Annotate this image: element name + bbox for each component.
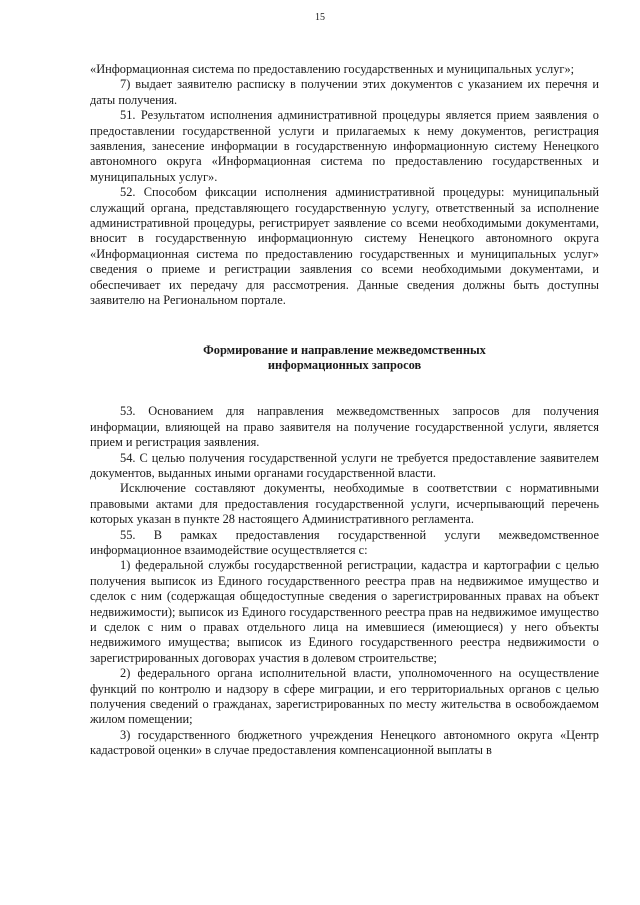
paragraph-item-7: 7) выдает заявителю расписку в получении этих документов с указанием их перечня и даты получения. xyxy=(90,77,599,107)
paragraph-55-item-1: 1) федеральной службы государственной регистрации, кадастра и картографии с целью получения выписок из Единого государственного реестра прав на недвижимое имущество и сделок с ним (содержащая общедоступные сведения о зарегистрированных правах на объект недвижимости); выписок из Единого государственного реестра прав на недвижимое имущество и сделок с ним о правах отдельного лица на имевшиеся (имеющиеся) у него объекты недвижимого имущества; выписок из Единого государственного реестра недвижимости о зарегистрированных договорах участия в долевом строительстве; xyxy=(90,558,599,665)
paragraph-51: 51. Результатом исполнения административной процедуры является прием заявления о предоставлении государственной услуги и прилагаемых к нему документов, регистрация заявления, занесение информации в государственную информационную систему Ненецкого автономного округа «Информационная система по предоставлению государственных и муниципальных услуг». xyxy=(90,108,599,184)
paragraph-55-item-2: 2) федерального органа исполнительной власти, уполномоченного на осуществление функций по контролю и надзору в сфере миграции, и его территориальных органов с целью получения сведений о гражданах, зарегистрированных по месту жительства в освобождаемом жилом помещении; xyxy=(90,666,599,727)
document-body xyxy=(90,62,599,759)
paragraph-54: 54. С целью получения государственной услуги не требуется предоставление заявителем документов, выданных иными органами государственной власти. xyxy=(90,450,599,480)
paragraph-53: 53. Основанием для направления межведомственных запросов для получения информации, влияющей на право заявителя на получение государственной услуги, является прием и регистрация заявления. xyxy=(90,404,599,450)
section-heading xyxy=(90,343,599,374)
paragraph-continuation: «Информационная система по предоставлению государственных и муниципальных услуг»; xyxy=(90,62,575,76)
paragraph-55-item-3: 3) государственного бюджетного учреждения Ненецкого автономного округа «Центр кадастровой оценки» в случае предоставления компенсационной выплаты в xyxy=(90,727,599,758)
paragraph-52: 52. Способом фиксации исполнения административной процедуры: муниципальный служащий органа, представляющего государственную услугу, ответственный за исполнение административной процедуры, регистрирует заявление со всеми необходимыми документами, вносит в государственную информационную систему Ненецкого автономного округа «Информационная система по предоставлению государственных и муниципальных услуг» сведения о приеме и регистрации заявления со всеми необходимыми документами, и обеспечивает их передачу для рассмотрения. Данные сведения должны быть доступны заявителю на Региональном портале. xyxy=(90,185,599,308)
paragraph-55: 55. В рамках предоставления государственной услуги межведомственное информационное взаимодействие осуществляется с: xyxy=(90,527,599,557)
paragraph-exception: Исключение составляют документы, необходимые в соответствии с нормативными правовыми актами для предоставления государственной услуги, исчерпывающий перечень которых указан в пункте 28 настоящего Административного регламента. xyxy=(90,481,599,527)
page-number: 15 xyxy=(315,12,325,23)
section-heading-line-1: Формирование и направление межведомственных xyxy=(203,342,486,357)
section-heading-line-2: информационных запросов xyxy=(267,357,422,372)
